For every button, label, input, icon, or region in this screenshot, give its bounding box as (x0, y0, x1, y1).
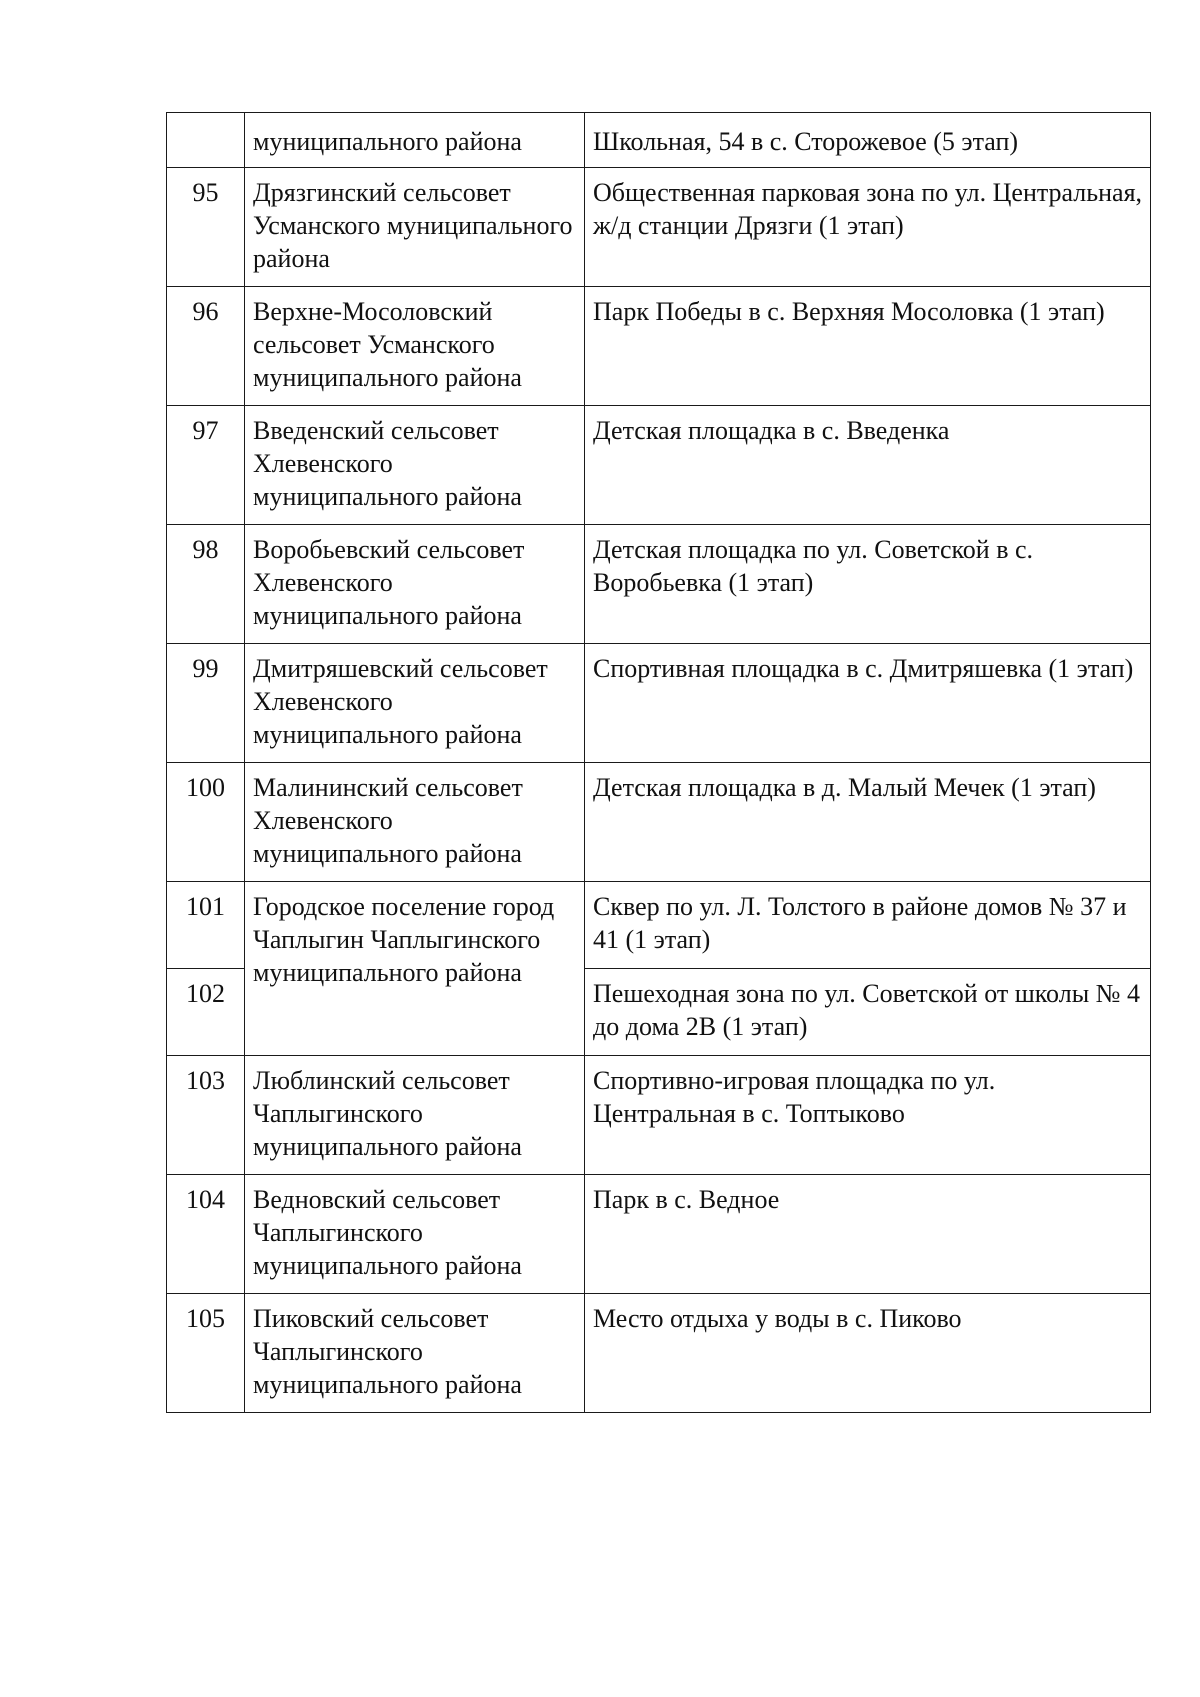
object-cell: Общественная парковая зона по ул. Центральная, ж/д станции Дрязги (1 этап) (585, 168, 1151, 287)
municipality-cell-merged: Городское поселение город Чаплыгин Чаплыгинского муниципального района (245, 882, 585, 1056)
municipality-cell: Малининский сельсовет Хлевенского муниципального района (245, 763, 585, 882)
object-cell: Парк Победы в с. Верхняя Мосоловка (1 этап) (585, 287, 1151, 406)
table-row (167, 1056, 1151, 1175)
municipality-cell: Ведновский сельсовет Чаплыгинского муниципального района (245, 1175, 585, 1294)
row-number: 105 (167, 1294, 245, 1413)
row-number: 101 (167, 882, 245, 969)
row-number: 100 (167, 763, 245, 882)
row-number: 95 (167, 168, 245, 287)
object-cell: Спортивно-игровая площадка по ул. Центральная в с. Топтыково (585, 1056, 1151, 1175)
object-cell: Парк в с. Ведное (585, 1175, 1151, 1294)
row-number: 99 (167, 644, 245, 763)
row-number: 102 (167, 969, 245, 1056)
object-cell: Детская площадка в с. Введенка (585, 406, 1151, 525)
municipality-cell: Люблинский сельсовет Чаплыгинского муниципального района (245, 1056, 585, 1175)
municipality-cell: Верхне-Мосоловский сельсовет Усманского муниципального района (245, 287, 585, 406)
municipality-cell: муниципального района (245, 113, 585, 168)
object-cell: Детская площадка по ул. Советской в с. Воробьевка (1 этап) (585, 525, 1151, 644)
table-row (167, 168, 1151, 287)
row-number: 96 (167, 287, 245, 406)
object-cell: Спортивная площадка в с. Дмитряшевка (1 этап) (585, 644, 1151, 763)
row-number: 103 (167, 1056, 245, 1175)
projects-table (166, 112, 1151, 1413)
row-number: 97 (167, 406, 245, 525)
table-row (167, 882, 1151, 969)
municipality-cell: Пиковский сельсовет Чаплыгинского муниципального района (245, 1294, 585, 1413)
table-row (167, 1175, 1151, 1294)
municipality-cell: Дмитряшевский сельсовет Хлевенского муниципального района (245, 644, 585, 763)
table-row (167, 763, 1151, 882)
object-cell: Школьная, 54 в с. Сторожевое (5 этап) (585, 113, 1151, 168)
table-row (167, 287, 1151, 406)
object-cell: Сквер по ул. Л. Толстого в районе домов № 37 и 41 (1 этап) (585, 882, 1151, 969)
row-number (167, 113, 245, 168)
municipality-cell: Введенский сельсовет Хлевенского муниципального района (245, 406, 585, 525)
object-cell: Детская площадка в д. Малый Мечек (1 этап) (585, 763, 1151, 882)
table-row (167, 644, 1151, 763)
table-row (167, 525, 1151, 644)
table-row (167, 113, 1151, 168)
row-number: 104 (167, 1175, 245, 1294)
table-row (167, 1294, 1151, 1413)
municipality-cell: Воробьевский сельсовет Хлевенского муниципального района (245, 525, 585, 644)
row-number: 98 (167, 525, 245, 644)
municipality-cell: Дрязгинский сельсовет Усманского муниципального района (245, 168, 585, 287)
object-cell: Пешеходная зона по ул. Советской от школы № 4 до дома 2В (1 этап) (585, 969, 1151, 1056)
table-row (167, 406, 1151, 525)
object-cell: Место отдыха у воды в с. Пиково (585, 1294, 1151, 1413)
